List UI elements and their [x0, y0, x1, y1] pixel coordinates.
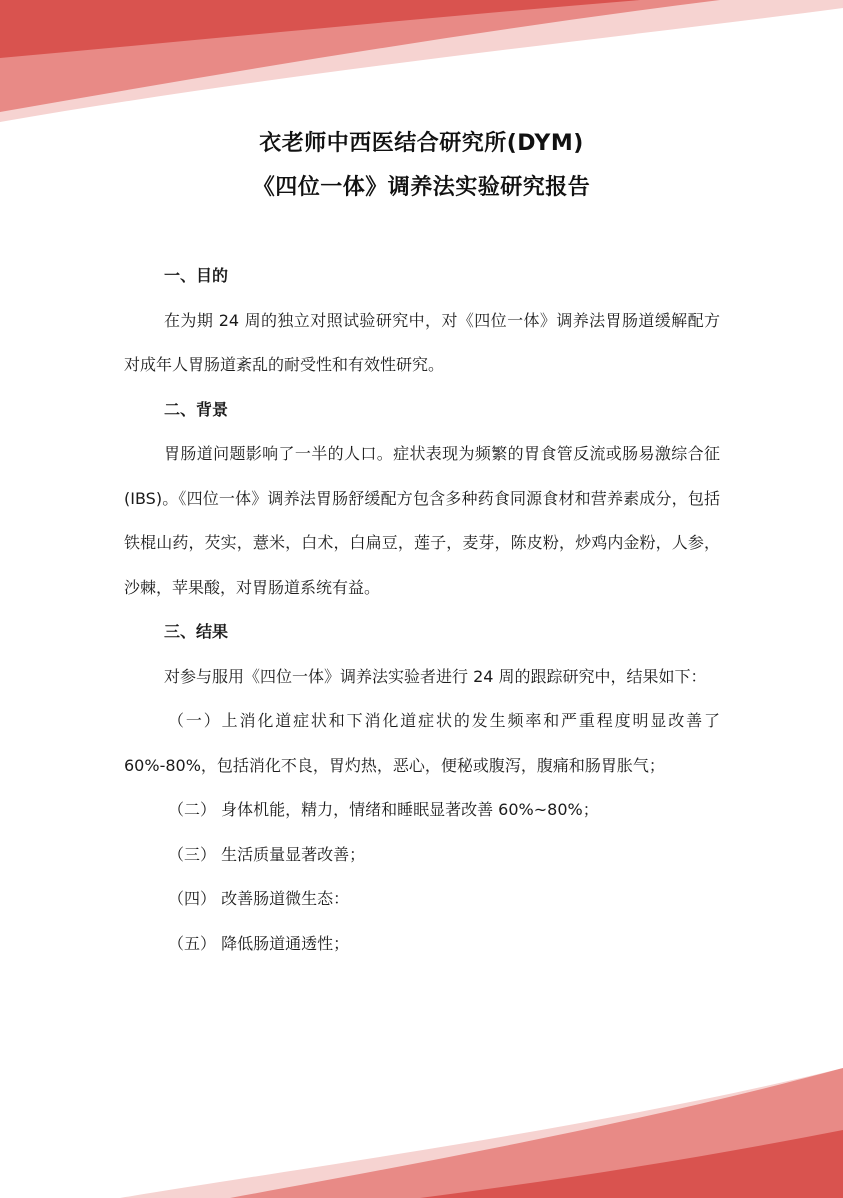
report-title [0, 122, 843, 210]
results-item-1: （一）上消化道症状和下消化道症状的发生频率和严重程度明显改善了 60%-80%，包括消化不良，胃灼热，恶心，便秘或腹泻，腹痛和肠胃胀气； [124, 711, 720, 775]
results-item-5: （五） 降低肠道通透性； [168, 933, 350, 953]
section-heading-results: 三、结果 [164, 622, 229, 641]
section-heading-purpose: 一、目的 [164, 266, 229, 285]
bottom-wave-light [230, 1068, 843, 1198]
section-heading-background: 二、背景 [164, 399, 229, 419]
top-decorative-waves [0, 0, 843, 130]
title-report: 《四位一体》调养法实验研究报告 [252, 175, 591, 200]
purpose-paragraph: 在为期 24 周的独立对照试验研究中，对《四位一体》调养法胃肠道缓解配方对成年人胃肠道紊乱的耐受性和有效性研究。 [124, 310, 720, 374]
bottom-wave-pale [120, 1068, 843, 1198]
results-item-2: （二） 身体机能，精力，情绪和睡眠显著改善 60%~80%； [168, 800, 599, 819]
top-wave-dark [0, 0, 640, 58]
bottom-decorative-waves [0, 1068, 843, 1198]
results-item-4: （四） 改善肠道微生态： [168, 889, 350, 908]
title-institute: 衣老师中西医结合研究所(DYM) [259, 131, 584, 156]
top-wave-light [0, 0, 720, 112]
report-body [124, 254, 720, 966]
results-item-3: （三） 生活质量显著改善； [168, 844, 366, 864]
bottom-wave-dark [420, 1130, 843, 1198]
background-paragraph: 胃肠道问题影响了一半的人口。症状表现为频繁的胃食管反流或肠易激综合征(IBS)。《四位一体》调养法胃肠舒缓配方包含多种药食同源食材和营养素成分，包括铁棍山药，芡实，薏米，白术，白扁豆，莲子，麦芽，陈皮粉，炒鸡内金粉，人参，沙棘，苹果酸，对胃肠道系统有益。 [124, 444, 720, 597]
top-wave-pale [0, 0, 843, 122]
results-intro: 对参与服用《四位一体》调养法实验者进行 24 周的跟踪研究中，结果如下： [164, 666, 707, 686]
